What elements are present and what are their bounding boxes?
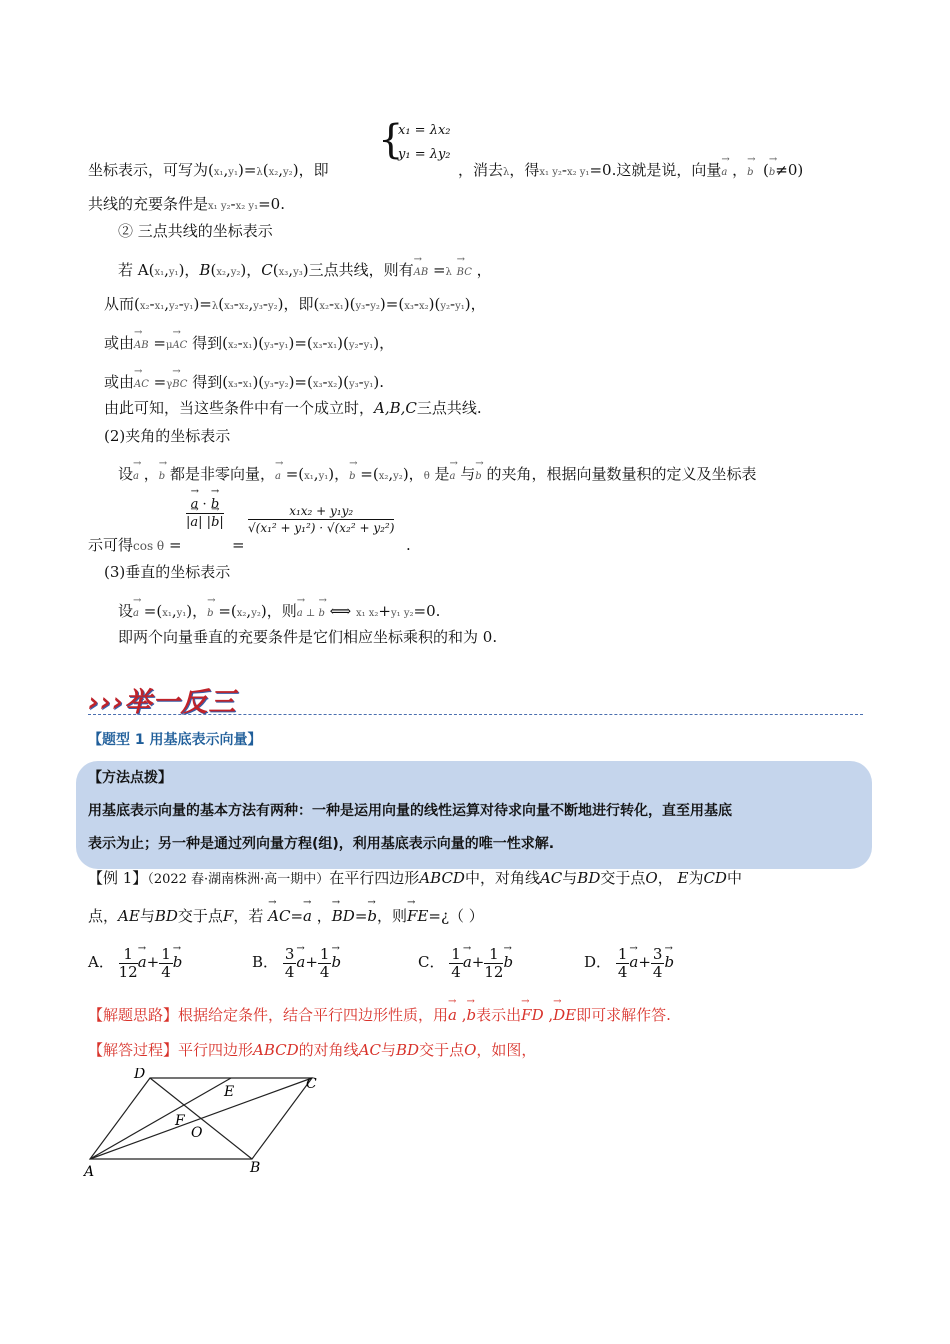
sec2-title: (2)夹角的坐标表示 — [104, 427, 231, 445]
point-b-label: B — [250, 1160, 261, 1176]
point-f-label: F — [175, 1113, 185, 1129]
section-banner: ›››举一反三 — [88, 687, 237, 718]
cos-fraction-1: → a · → b |→ a| |→ b| — [186, 496, 224, 531]
cos-fraction-2: x₁x₂ + y₁y₂ √(x₁² + y₁²) · √(x₂² + y₂²) — [248, 504, 395, 535]
coord-line-2: 共线的充要条件是x₁ y₂-x₂ y₁=0. — [88, 195, 285, 213]
point-d-label: D — [134, 1068, 146, 1082]
collinear-conclusion: 由此可知，当这些条件中有一个成立时，A,B,C三点共线. — [104, 399, 482, 417]
system-eq-2: y₁ = λy₂ — [398, 147, 451, 162]
coord-line-1: 坐标表示，可写为(x₁,y₁)=λ(x₂,y₂)，即 — [88, 161, 329, 179]
diagonal-bd — [150, 1078, 252, 1159]
system-eq-1: x₁ = λx₂ — [398, 123, 451, 138]
option-a[interactable]: A． $\frac{1}{12}$ → a+ $\frac{1}{4}$ → b — [88, 943, 182, 981]
method-title: 【方法点拨】 — [88, 770, 172, 786]
system-brace: { — [378, 117, 404, 163]
point-e-label: E — [224, 1084, 235, 1100]
topic-title: 【题型 1 用基底表示向量】 — [88, 732, 262, 748]
collinear-line-3: 或由→ AB =μ→ AC 得到(x₂-x₁)(y₃-y₁)=(x₃-x₁)(y₂-y₁)， — [104, 333, 394, 356]
perp-line-1: 设→ a =(x₁,y₁)，→ b =(x₂,y₂)，则→ a ⊥ → b ⟺ x₁ x₂+y₁ y₂=0. — [118, 601, 440, 624]
point-a-label: A — [84, 1164, 95, 1180]
solution-process: 【解答过程】平行四边形ABCD的对角线AC与BD交于点O，如图， — [88, 1041, 537, 1059]
sec3-title: (3)垂直的坐标表示 — [104, 563, 231, 581]
perp-line-2: 即两个向量垂直的充要条件是它们相应坐标乘积的和为 0. — [118, 628, 498, 646]
cos-equals: = — [232, 536, 245, 554]
option-c[interactable]: C． $\frac{1}{4}$ → a+ $\frac{1}{12}$ → b — [418, 943, 513, 981]
method-body-1: 用基底表示向量的基本方法有两种：一种是运用向量的线性运算对待求向量不断地进行转化，直至用基底 — [88, 803, 732, 819]
solution-idea: 【解题思路】根据给定条件，结合平行四边形性质，用→ a ,→ b表示出→ FD ,→ DE即可求解作答. — [88, 1005, 671, 1025]
collinear-line-2: 从而(x₂-x₁,y₂-y₁)=λ(x₃-x₂,y₃-y₂)，即(x₂-x₁)(y₃-y₂)=(x₃-x₂)(y₂-y₁)， — [104, 295, 486, 313]
option-b[interactable]: B． $\frac{3}{4}$ → a+ $\frac{1}{4}$ → b — [252, 943, 341, 981]
point-o-label: O — [191, 1125, 203, 1141]
example-line-2: 点，AE与BD交于点F，若 → AC=→ a ，→ BD=→ b，则→ FE=¿（ ） — [88, 906, 484, 926]
parallelogram-figure — [80, 1068, 340, 1183]
collinear-line-4: 或由→ AC =γ→ BC 得到(x₃-x₁)(y₃-y₂)=(x₃-x₂)(y₃-y₁). — [104, 372, 384, 395]
coord-line-1b: ，消去λ，得x₁ y₂-x₂ y₁=0.这就是说，向量→ a ，→ b (→ b≠0) — [458, 160, 803, 183]
angle-line-1: 设→ a ，→ b 都是非零向量，→ a =(x₁,y₁)，→ b =(x₂,y₂)，θ 是→ a 与→ b 的夹角，根据向量数量积的定义及坐标表 — [118, 464, 756, 487]
banner-divider — [88, 714, 863, 715]
option-d[interactable]: D． $\frac{1}{4}$ → a+ $\frac{3}{4}$ → b — [584, 943, 674, 981]
cos-period: . — [406, 536, 411, 554]
segment-ae — [90, 1078, 231, 1159]
example-line-1: 【例 1】（2022 春·湖南株洲·高一期中）在平行四边形ABCD中，对角线AC与BD交于点O， E为CD中 — [88, 869, 742, 887]
method-body-2: 表示为止；另一种是通过列向量方程(组)，利用基底表示向量的唯一性求解. — [88, 836, 555, 852]
angle-line-2-prefix: 示可得cos θ = — [88, 536, 182, 554]
item-2-title: ② 三点共线的坐标表示 — [118, 222, 273, 240]
point-c-label: C — [306, 1076, 317, 1092]
collinear-line-1: 若 A(x₁,y₁)，B(x₂,y₂)，C(x₃,y₃)三点共线，则有→ AB =λ → BC ， — [118, 260, 492, 283]
